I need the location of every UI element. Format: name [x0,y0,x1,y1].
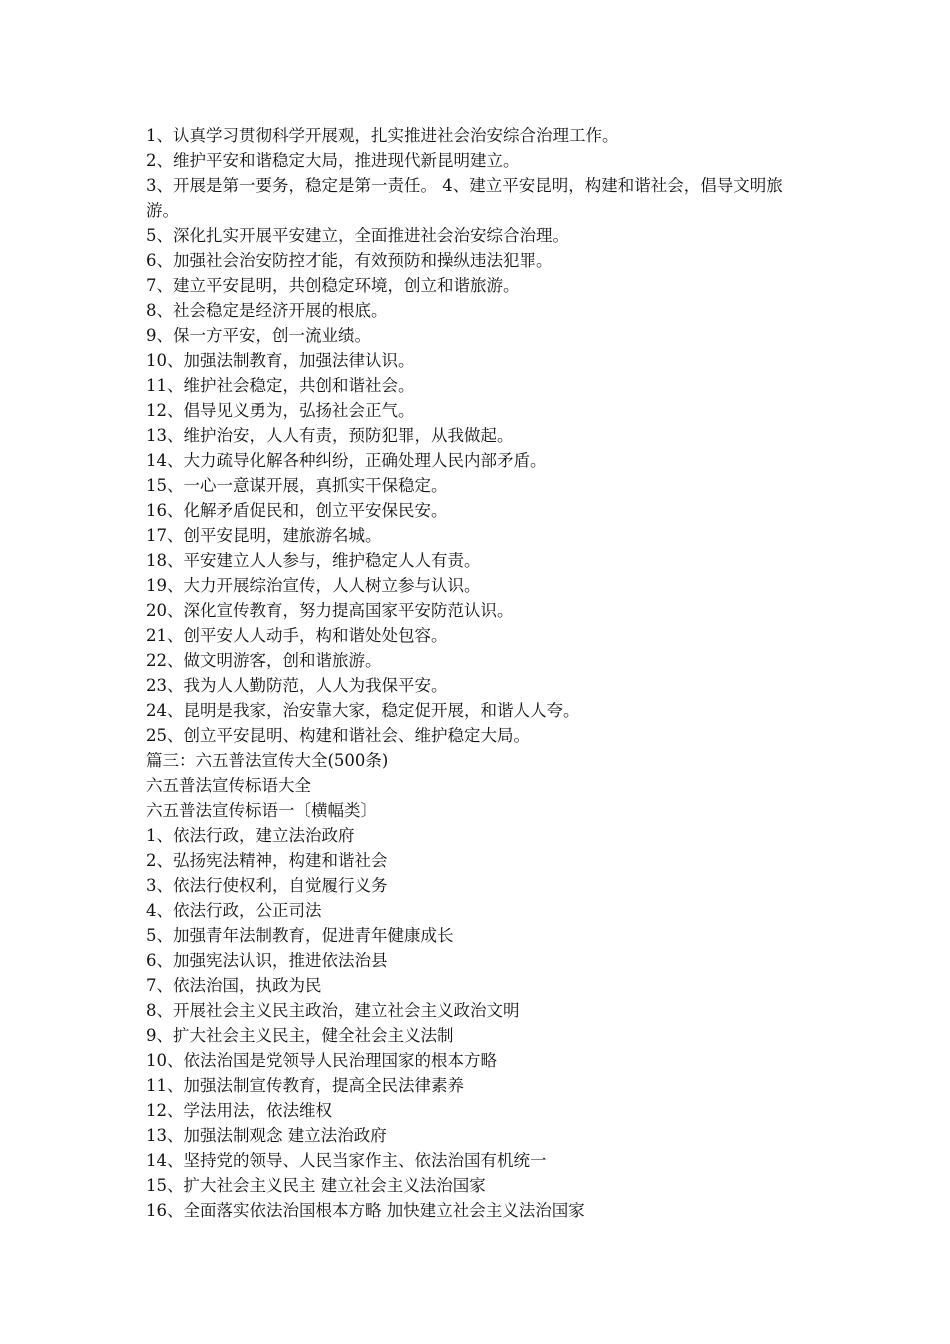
text-line: 1、认真学习贯彻科学开展观，扎实推进社会治安综合治理工作。 [146,126,619,145]
text-line: 12、倡导见义勇为，弘扬社会正气。 [146,401,415,420]
text-line: 16、化解矛盾促民和，创立平安保民安。 [146,501,448,520]
text-line: 12、学法用法，依法维权 [146,1101,332,1120]
document-body [146,123,806,1223]
text-line: 11、加强法制宣传教育，提高全民法律素养 [146,1076,464,1095]
text-line: 9、保一方平安，创一流业绩。 [146,326,371,345]
text-line: 4、依法行政，公正司法 [146,901,322,920]
text-line: 18、平安建立人人参与，维护稳定人人有责。 [146,551,481,570]
text-line: 5、深化扎实开展平安建立，全面推进社会治安综合治理。 [146,226,569,245]
text-line: 14、大力疏导化解各种纠纷，正确处理人民内部矛盾。 [146,451,547,470]
text-line: 25、创立平安昆明、构建和谐社会、维护稳定大局。 [146,726,530,745]
text-line: 17、创平安昆明，建旅游名城。 [146,526,382,545]
text-line: 23、我为人人勤防范，人人为我保平安。 [146,676,448,695]
section-subtitle: 六五普法宣传标语一〔横幅类〕 [146,801,377,820]
text-line: 11、维护社会稳定，共创和谐社会。 [146,376,415,395]
text-line: 6、加强社会治安防控才能，有效预防和操纵违法犯罪。 [146,251,553,270]
text-line: 14、坚持党的领导、人民当家作主、依法治国有机统一 [146,1151,547,1170]
text-line: 7、依法治国，执政为民 [146,976,322,995]
text-line: 13、加强法制观念 建立法治政府 [146,1126,387,1145]
text-line: 9、扩大社会主义民主，健全社会主义法制 [146,1026,454,1045]
text-line: 8、社会稳定是经济开展的根底。 [146,301,388,320]
text-line: 5、加强青年法制教育，促进青年健康成长 [146,926,454,945]
text-line: 10、加强法制教育，加强法律认识。 [146,351,415,370]
text-line: 1、依法行政，建立法治政府 [146,826,355,845]
text-line: 6、加强宪法认识，推进依法治县 [146,951,388,970]
text-line: 7、建立平安昆明，共创稳定环境，创立和谐旅游。 [146,276,520,295]
section-heading: 篇三：六五普法宣传大全(500条) [146,751,389,770]
text-line: 20、深化宣传教育，努力提高国家平安防范认识。 [146,601,514,620]
text-line: 13、维护治安，人人有责，预防犯罪，从我做起。 [146,426,514,445]
text-line: 24、昆明是我家，治安靠大家，稳定促开展，和谐人人夸。 [146,701,580,720]
text-line: 2、维护平安和谐稳定大局，推进现代新昆明建立。 [146,151,520,170]
text-line: 10、依法治国是党领导人民治理国家的根本方略 [146,1051,497,1070]
text-line: 3、依法行使权利，自觉履行义务 [146,876,388,895]
text-line: 21、创平安人人动手，构和谐处处包容。 [146,626,448,645]
text-line: 22、做文明游客，创和谐旅游。 [146,651,382,670]
text-line: 16、全面落实依法治国根本方略 加快建立社会主义法治国家 [146,1201,585,1220]
text-line: 15、扩大社会主义民主 建立社会主义法治国家 [146,1176,486,1195]
text-line: 15、一心一意谋开展，真抓实干保稳定。 [146,476,448,495]
text-line: 8、开展社会主义民主政治，建立社会主义政治文明 [146,1001,520,1020]
section-title: 六五普法宣传标语大全 [146,776,311,795]
text-line: 19、大力开展综治宣传，人人树立参与认识。 [146,576,481,595]
text-line: 3、开展是第一要务，稳定是第一责任。 4、建立平安昆明，构建和谐社会，倡导文明旅游。 [146,176,783,220]
text-line: 2、弘扬宪法精神，构建和谐社会 [146,851,388,870]
